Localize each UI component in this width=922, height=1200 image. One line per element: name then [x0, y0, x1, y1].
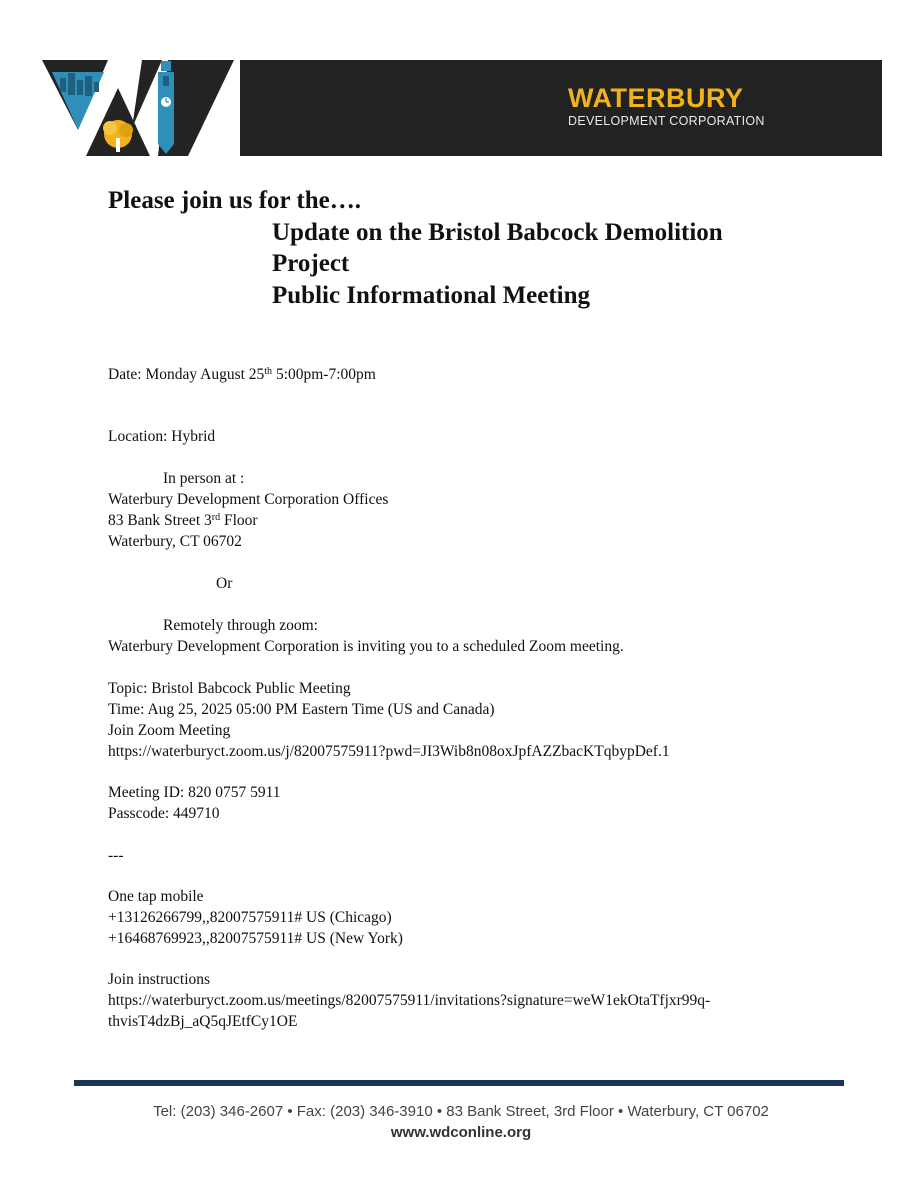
separator-dashes: ---: [108, 847, 124, 864]
join-instructions-link[interactable]: https://waterburyct.zoom.us/meetings/82007575911/invitations?signature=weW1ekOtaTfjxr99q-: [108, 992, 711, 1009]
office-city: Waterbury, CT 06702: [108, 533, 242, 550]
office-address: 83 Bank Street 3rd Floor: [108, 512, 258, 529]
join-instructions-link-cont[interactable]: thvisT4dzBj_aQ5qJEtfCy1OE: [108, 1013, 298, 1030]
one-tap-chicago[interactable]: +13126266799,,82007575911# US (Chicago): [108, 909, 392, 926]
or-separator: Or: [216, 575, 233, 592]
zoom-topic: Topic: Bristol Babcock Public Meeting: [108, 680, 351, 697]
zoom-invite-text: Waterbury Development Corporation is inviting you to a scheduled Zoom meeting.: [108, 638, 624, 655]
footer-rule: [74, 1080, 844, 1086]
one-tap-new-york[interactable]: +16468769923,,82007575911# US (New York): [108, 930, 403, 947]
join-instructions-label: Join instructions: [108, 971, 211, 988]
footer-website-link[interactable]: www.wdconline.org: [390, 1124, 532, 1141]
in-person-label: In person at :: [163, 470, 245, 487]
remote-label: Remotely through zoom:: [163, 617, 318, 634]
zoom-meeting-id: Meeting ID: 820 0757 5911: [108, 784, 281, 801]
headline-title-line1: Update on the Bristol Babcock Demolition: [272, 219, 723, 246]
zoom-join-link[interactable]: https://waterburyct.zoom.us/j/82007575911?pwd=JI3Wib8n08oxJpfAZZbacKTqbypDef.1: [108, 743, 670, 760]
header-banner: [40, 58, 882, 156]
zoom-passcode: Passcode: 449710: [108, 805, 220, 822]
headline-intro: Please join us for the….: [108, 187, 361, 214]
brand-subtitle: DEVELOPMENT CORPORATION: [568, 114, 765, 128]
brand-wordmark: [568, 84, 808, 129]
office-name: Waterbury Development Corporation Offices: [108, 491, 389, 508]
footer-contact: Tel: (203) 346-2607 • Fax: (203) 346-3910 • 83 Bank Street, 3rd Floor • Waterbury, CT 06702: [153, 1103, 769, 1120]
headline-title-line3: Public Informational Meeting: [272, 282, 591, 309]
headline-title-line2: Project: [272, 250, 350, 277]
brand-name: WATERBURY: [568, 83, 744, 113]
zoom-time: Time: Aug 25, 2025 05:00 PM Eastern Time (US and Canada): [108, 701, 495, 718]
one-tap-label: One tap mobile: [108, 888, 204, 905]
meeting-location: Location: Hybrid: [108, 428, 216, 445]
zoom-join-label: Join Zoom Meeting: [108, 722, 231, 739]
meeting-date: Date: Monday August 25th 5:00pm-7:00pm: [108, 366, 376, 383]
wdc-w-logo-icon: [40, 58, 240, 156]
